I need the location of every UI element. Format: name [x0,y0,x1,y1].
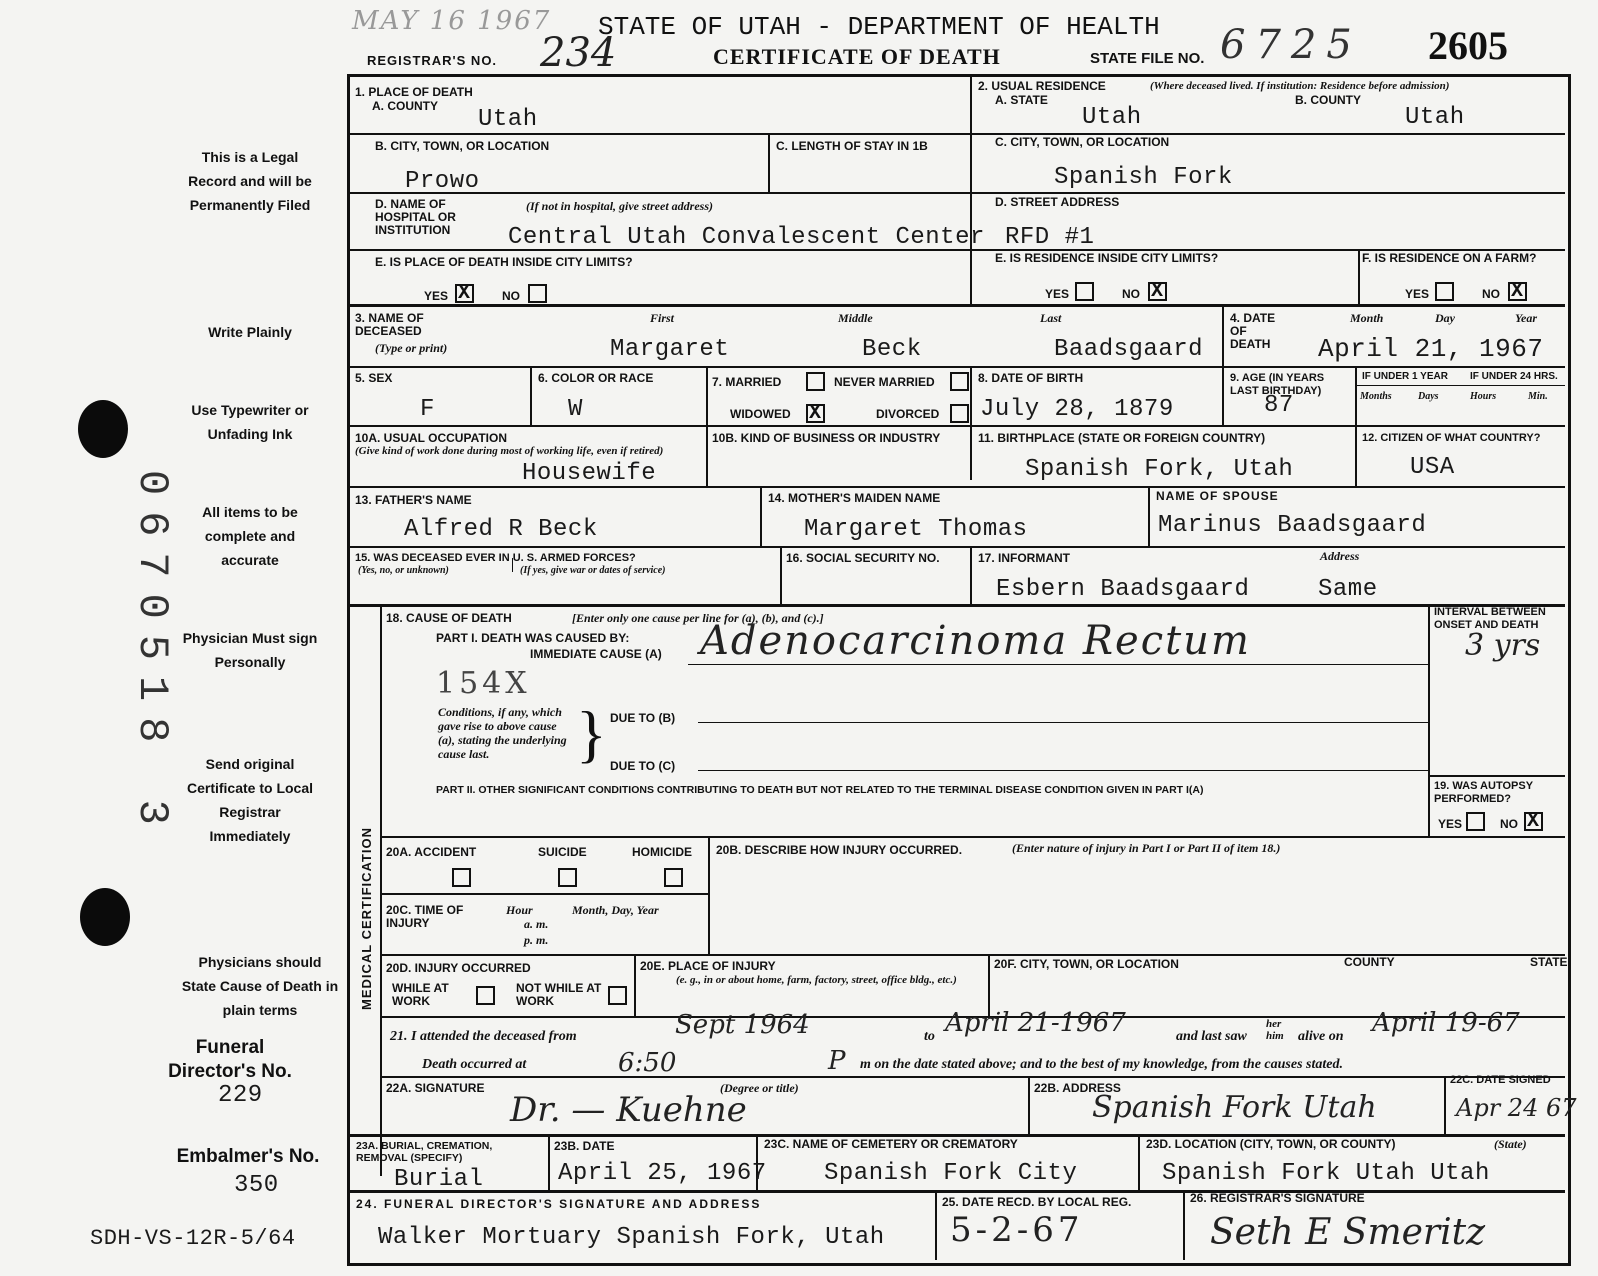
divorced-checkbox[interactable] [950,404,969,423]
accident-checkbox[interactable] [452,868,471,887]
date-received: 5-2-67 [950,1210,1084,1250]
date-of-birth: July 28, 1879 [980,396,1174,423]
informant-address: Same [1318,576,1378,603]
side-note-write-plainly: Write Plainly [208,324,292,340]
hospital-label: D. NAME OF HOSPITAL OR INSTITUTION [375,197,456,237]
side-note-send-original: Send original Certificate to Local Registrar Immediately [186,756,314,844]
residence-city: Spanish Fork [1054,164,1233,191]
farm-no-checkbox[interactable] [1508,282,1527,301]
funeral-director: Walker Mortuary Spanish Fork, Utah [378,1224,885,1251]
birthplace: Spanish Fork, Utah [1025,456,1294,483]
deceased-first-name: Margaret [610,336,730,363]
received-stamp: MAY 16 1967 [352,6,552,36]
side-note-legal: This is a Legal Record and will be Permanently Filed [188,149,312,213]
death-time-ampm: P [828,1046,846,1076]
punch-hole [78,400,128,458]
physician-signature: Dr. — Kuehne [510,1090,747,1130]
occupation: Housewife [522,460,657,487]
side-note-typewriter: Use Typewriter or Unfading Ink [191,402,309,442]
death-city-label: B. CITY, TOWN, OR LOCATION [375,139,550,153]
registrar-signature: Seth E Smeritz [1210,1212,1486,1253]
death-city: Prowo [405,168,480,195]
physician-address: Spanish Fork Utah [1092,1090,1377,1125]
inside-city-no-checkbox[interactable] [528,284,547,303]
sex: F [420,396,435,423]
residence-note: (Where deceased lived. If institution: Residence before admission) [1150,80,1450,92]
registrar-no-label: REGISTRAR'S NO. [367,53,498,68]
vertical-control-number: 0670518 3 [128,470,176,841]
date-of-death-label: 4. DATE OF DEATH [1230,311,1276,351]
residence-street: RFD #1 [1005,224,1095,251]
certificate-title: CERTIFICATE OF DEATH [713,44,1001,69]
mother-maiden-name: Margaret Thomas [804,516,1028,543]
residence-inside-city-yes[interactable] [1075,282,1094,301]
age: 87 [1264,392,1294,419]
race: W [568,396,583,423]
form-code: SDH-VS-12R-5/64 [90,1226,296,1251]
embalmer-label: Embalmer's No. [176,1146,320,1167]
cause-of-death-label: 18. CAUSE OF DEATH [386,611,512,625]
not-at-work-checkbox[interactable] [608,986,627,1005]
place-of-death-label: 1. PLACE OF DEATH [355,85,473,99]
burial-date: April 25, 1967 [558,1160,767,1187]
disposition: Burial [394,1166,484,1193]
funeral-director-no: 229 [218,1082,263,1109]
death-county: Utah [478,106,538,133]
inside-city-label: E. IS PLACE OF DEATH INSIDE CITY LIMITS? [375,255,633,269]
citizenship: USA [1410,454,1455,481]
embalmer-no: 350 [234,1172,279,1199]
state-file-no-handwritten: 6725 [1220,22,1362,68]
spouse-name: Marinus Baadsgaard [1158,512,1427,539]
side-note-complete: All items to be complete and accurate [202,504,298,568]
state-file-no-label: STATE FILE NO. [1090,50,1205,67]
hospital-note: (If not in hospital, give street address) [526,199,714,213]
autopsy-yes-checkbox[interactable] [1466,812,1485,831]
last-saw-date: April 19-67 [1372,1008,1520,1038]
informant-name: Esbern Baadsgaard [996,576,1250,603]
side-note-cause-plain: Physicians should State Cause of Death in plain terms [181,954,339,1018]
punch-hole [80,888,130,946]
burial-location: Spanish Fork Utah Utah [1162,1160,1490,1187]
side-note-physician-sign: Physician Must sign Personally [182,630,318,670]
homicide-checkbox[interactable] [664,868,683,887]
while-at-work-checkbox[interactable] [476,986,495,1005]
county-label: A. COUNTY [372,99,438,113]
registrar-no: 234 [540,30,617,76]
cemetery-name: Spanish Fork City [824,1160,1078,1187]
funeral-director-label: Funeral Director's No. [168,1037,292,1082]
immediate-cause: Adenocarcinoma Rectum [700,618,1251,664]
deceased-last-name: Baadsgaard [1054,336,1204,363]
hospital-name: Central Utah Convalescent Center [508,224,985,251]
deceased-name-label: 3. NAME OF DECEASED [355,311,424,338]
onset-interval: 3 yrs [1465,628,1541,663]
date-of-death: April 21, 1967 [1318,334,1544,364]
farm-yes-checkbox[interactable] [1435,282,1454,301]
never-married-checkbox[interactable] [950,372,969,391]
father-name: Alfred R Beck [404,516,598,543]
death-time: 6:50 [618,1048,677,1078]
suicide-checkbox[interactable] [558,868,577,887]
inside-city-yes-checkbox[interactable] [455,284,474,303]
autopsy-no-checkbox[interactable] [1524,812,1543,831]
stay-label: C. LENGTH OF STAY IN 1B [776,139,928,153]
residence-county: Utah [1405,104,1465,131]
state-file-no: 2605 [1428,23,1508,68]
married-checkbox[interactable] [806,372,825,391]
cause-code: 154X [436,666,531,701]
attended-from: Sept 1964 [675,1010,810,1040]
deceased-middle-name: Beck [862,336,922,363]
medical-certification-label: MEDICAL CERTIFICATION [359,826,374,1010]
attended-to: April 21-1967 [945,1008,1126,1038]
residence-inside-city-no[interactable] [1148,282,1167,301]
residence-label: 2. USUAL RESIDENCE [978,79,1106,93]
form-title: STATE OF UTAH - DEPARTMENT OF HEALTH [598,12,1160,42]
residence-state: Utah [1082,104,1142,131]
date-signed: Apr 24 67 [1456,1094,1577,1122]
widowed-checkbox[interactable] [806,404,825,423]
